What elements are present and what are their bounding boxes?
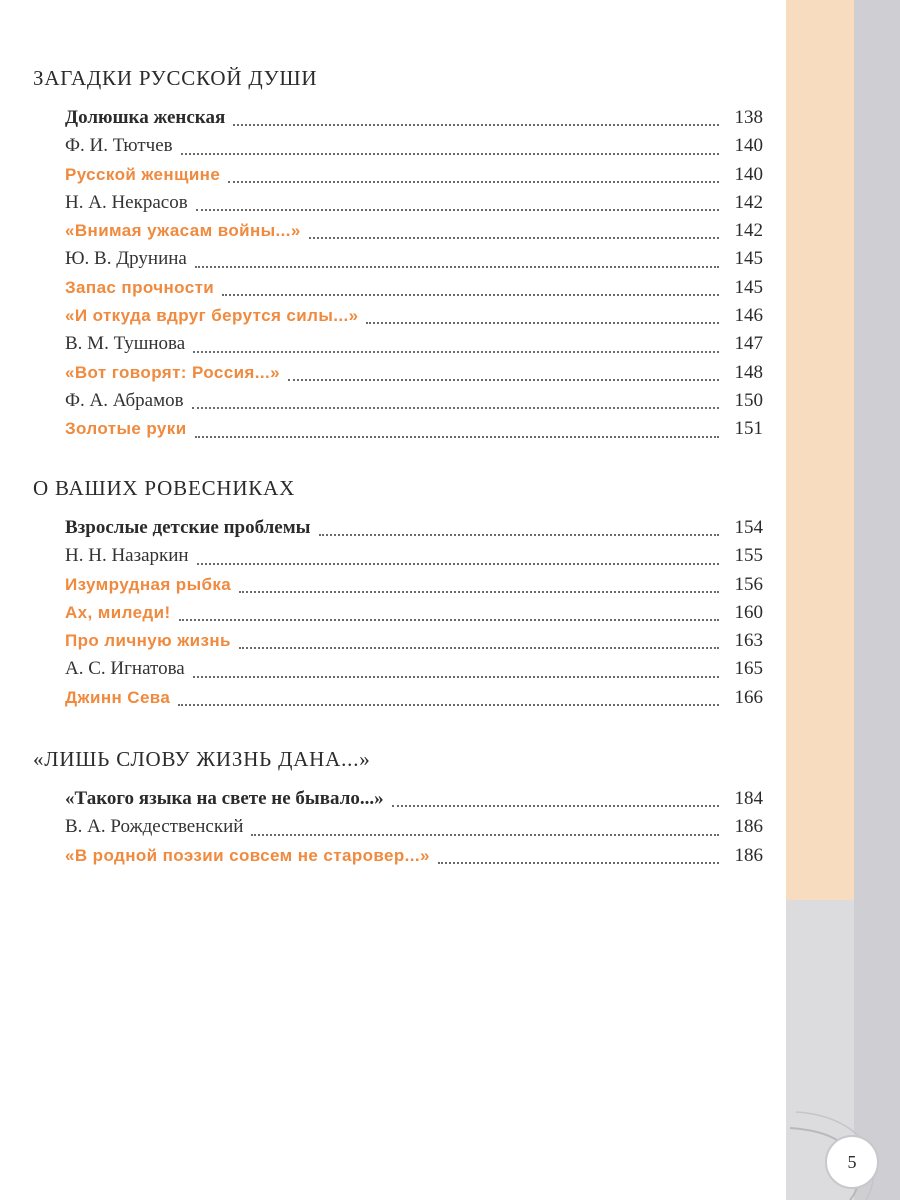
dot-leader	[309, 237, 719, 239]
entry-page: 154	[734, 517, 763, 538]
section-title: ЗАГАДКИ РУССКОЙ ДУШИ	[33, 66, 318, 90]
entry-page: 186	[734, 844, 763, 866]
entry-page: 166	[734, 686, 763, 708]
dot-leader	[251, 834, 719, 836]
entry-title: Про личную жизнь	[65, 631, 231, 651]
toc-entry[interactable]	[65, 189, 763, 217]
entry-title: «И откуда вдруг берутся силы...»	[65, 306, 359, 326]
dot-leader	[196, 209, 719, 211]
toc-entry[interactable]	[65, 245, 763, 273]
entry-page: 160	[734, 601, 763, 623]
entry-title: Русской женщине	[65, 164, 221, 184]
entry-page: 146	[734, 305, 763, 327]
dot-leader	[193, 676, 719, 678]
entry-title: Золотые руки	[65, 419, 187, 439]
dot-leader	[319, 534, 719, 536]
entry-title: «Такого языка на свете не бывало...»	[65, 788, 384, 809]
entry-title: В. А. Рождественский	[65, 816, 244, 838]
entries-list	[65, 785, 763, 870]
toc-entry[interactable]	[65, 813, 763, 841]
toc-entry[interactable]	[65, 217, 763, 245]
entries-list	[65, 514, 763, 712]
dot-leader	[178, 704, 719, 706]
entry-page: 142	[734, 220, 763, 242]
toc-entry[interactable]	[65, 514, 763, 542]
toc-entry[interactable]	[65, 387, 763, 415]
dot-leader	[193, 351, 719, 353]
dot-leader	[222, 294, 719, 296]
toc-entry[interactable]	[65, 571, 763, 599]
dot-leader	[181, 153, 719, 155]
side-strip	[786, 0, 900, 1200]
section-1	[33, 64, 763, 444]
section-3	[33, 745, 763, 870]
toc-entry[interactable]	[65, 302, 763, 330]
entry-page: 163	[734, 630, 763, 652]
entry-page: 165	[734, 658, 763, 680]
toc-entry[interactable]	[65, 161, 763, 189]
toc-entry[interactable]	[65, 785, 763, 813]
entry-page: 147	[734, 333, 763, 355]
entry-title: Запас прочности	[65, 277, 215, 297]
toc-entry[interactable]	[65, 627, 763, 655]
section-2	[33, 474, 763, 712]
dot-leader	[228, 181, 719, 183]
entry-title: «Вот говорят: Россия...»	[65, 362, 280, 382]
dot-leader	[195, 266, 719, 268]
entry-page: 184	[734, 788, 763, 809]
toc-entry[interactable]	[65, 274, 763, 302]
dot-leader	[233, 124, 719, 126]
toc-entry[interactable]	[65, 655, 763, 683]
entry-page: 155	[734, 545, 763, 567]
dot-leader	[438, 862, 719, 864]
toc-entry[interactable]	[65, 542, 763, 570]
entries-list	[65, 104, 763, 444]
dot-leader	[192, 407, 719, 409]
dot-leader	[195, 436, 719, 438]
toc-entry[interactable]	[65, 359, 763, 387]
toc-entry[interactable]	[65, 842, 763, 870]
entry-title: Долюшка женская	[65, 107, 226, 128]
entry-title: Ах, миледи!	[65, 602, 171, 622]
toc-entry[interactable]	[65, 104, 763, 132]
entry-title: Ю. В. Друнина	[65, 248, 187, 270]
entry-title: Ф. А. Абрамов	[65, 389, 184, 411]
entry-page: 150	[734, 389, 763, 411]
entry-page: 151	[734, 418, 763, 440]
toc-entry[interactable]	[65, 684, 763, 712]
dot-leader	[392, 805, 719, 807]
entry-title: Джинн Сева	[65, 687, 171, 707]
entry-title: «В родной поэзии совсем не старовер...»	[65, 845, 430, 865]
toc-entry[interactable]	[65, 330, 763, 358]
dot-leader	[197, 563, 719, 565]
entry-page: 148	[734, 361, 763, 383]
dot-leader	[239, 591, 719, 593]
toc-entry[interactable]	[65, 415, 763, 443]
entry-title: А. С. Игнатова	[65, 658, 185, 680]
entry-page: 140	[734, 163, 763, 185]
dot-leader	[239, 647, 719, 649]
entry-title: Ф. И. Тютчев	[65, 135, 173, 157]
entry-title: В. М. Тушнова	[65, 333, 186, 355]
dot-leader	[366, 322, 719, 324]
toc-entry[interactable]	[65, 599, 763, 627]
dot-leader	[179, 619, 719, 621]
side-strip-peach	[786, 0, 854, 900]
dot-leader	[288, 379, 719, 381]
entry-page: 142	[734, 191, 763, 213]
page-number: 5	[825, 1135, 879, 1189]
entry-page: 138	[734, 107, 763, 128]
entry-title: Изумрудная рыбка	[65, 574, 232, 594]
entry-page: 186	[734, 816, 763, 838]
entry-page: 145	[734, 248, 763, 270]
entry-page: 145	[734, 276, 763, 298]
side-strip-gray	[854, 0, 900, 1200]
toc-entry[interactable]	[65, 132, 763, 160]
entry-title: «Внимая ужасам войны...»	[65, 221, 301, 241]
section-title: «ЛИШЬ СЛОВУ ЖИЗНЬ ДАНА...»	[33, 747, 371, 771]
section-title: О ВАШИХ РОВЕСНИКАХ	[33, 476, 296, 500]
entry-page: 140	[734, 135, 763, 157]
entry-title: Н. Н. Назаркин	[65, 545, 189, 567]
entry-title: Н. А. Некрасов	[65, 191, 188, 213]
entry-page: 156	[734, 573, 763, 595]
entry-title: Взрослые детские проблемы	[65, 517, 311, 538]
